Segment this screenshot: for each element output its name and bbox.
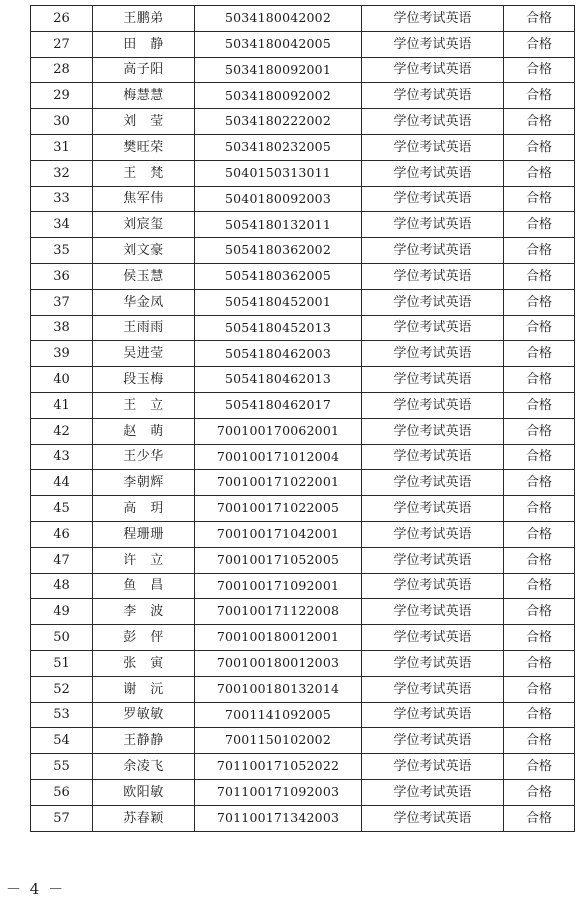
exam-subject-cell: 学位考试英语 bbox=[362, 547, 504, 573]
exam-subject-cell: 学位考试英语 bbox=[362, 676, 504, 702]
table-row bbox=[31, 341, 575, 367]
results-table bbox=[30, 5, 575, 832]
row-number-cell: 49 bbox=[31, 599, 93, 625]
row-number-cell: 55 bbox=[31, 754, 93, 780]
table-row bbox=[31, 521, 575, 547]
student-name-cell: 程珊珊 bbox=[93, 521, 195, 547]
row-number-cell: 28 bbox=[31, 57, 93, 83]
exam-id-cell: 5040180092003 bbox=[195, 186, 362, 212]
student-name-cell: 田 静 bbox=[93, 31, 195, 57]
student-name-cell: 谢 沅 bbox=[93, 676, 195, 702]
student-name-cell: 王静静 bbox=[93, 728, 195, 754]
exam-subject-cell: 学位考试英语 bbox=[362, 728, 504, 754]
row-number-cell: 50 bbox=[31, 625, 93, 651]
exam-id-cell: 5054180452013 bbox=[195, 315, 362, 341]
exam-id-cell: 701100171052022 bbox=[195, 754, 362, 780]
student-name-cell: 李朝辉 bbox=[93, 470, 195, 496]
student-name-cell: 鱼 昌 bbox=[93, 573, 195, 599]
exam-subject-cell: 学位考试英语 bbox=[362, 779, 504, 805]
exam-id-cell: 700100180132014 bbox=[195, 676, 362, 702]
student-name-cell: 余凌飞 bbox=[93, 754, 195, 780]
row-number-cell: 53 bbox=[31, 702, 93, 728]
exam-result-cell: 合格 bbox=[504, 779, 575, 805]
table-row bbox=[31, 444, 575, 470]
row-number-cell: 57 bbox=[31, 805, 93, 831]
exam-id-cell: 701100171342003 bbox=[195, 805, 362, 831]
exam-result-cell: 合格 bbox=[504, 315, 575, 341]
table-row bbox=[31, 496, 575, 522]
exam-result-cell: 合格 bbox=[504, 599, 575, 625]
table-row bbox=[31, 418, 575, 444]
exam-subject-cell: 学位考试英语 bbox=[362, 315, 504, 341]
exam-subject-cell: 学位考试英语 bbox=[362, 263, 504, 289]
exam-id-cell: 5034180042002 bbox=[195, 6, 362, 32]
table-row bbox=[31, 599, 575, 625]
exam-subject-cell: 学位考试英语 bbox=[362, 186, 504, 212]
table-row bbox=[31, 134, 575, 160]
table-row bbox=[31, 109, 575, 135]
exam-id-cell: 5054180132011 bbox=[195, 212, 362, 238]
exam-subject-cell: 学位考试英语 bbox=[362, 134, 504, 160]
row-number-cell: 27 bbox=[31, 31, 93, 57]
exam-id-cell: 5054180462013 bbox=[195, 367, 362, 393]
student-name-cell: 刘宸玺 bbox=[93, 212, 195, 238]
exam-subject-cell: 学位考试英语 bbox=[362, 650, 504, 676]
table-row bbox=[31, 212, 575, 238]
row-number-cell: 30 bbox=[31, 109, 93, 135]
table-row bbox=[31, 367, 575, 393]
exam-subject-cell: 学位考试英语 bbox=[362, 418, 504, 444]
student-name-cell: 彭 伻 bbox=[93, 625, 195, 651]
exam-subject-cell: 学位考试英语 bbox=[362, 238, 504, 264]
row-number-cell: 48 bbox=[31, 573, 93, 599]
exam-result-cell: 合格 bbox=[504, 109, 575, 135]
table-row bbox=[31, 650, 575, 676]
student-name-cell: 刘 莹 bbox=[93, 109, 195, 135]
exam-id-cell: 5054180452001 bbox=[195, 289, 362, 315]
student-name-cell: 焦军伟 bbox=[93, 186, 195, 212]
student-name-cell: 王 立 bbox=[93, 392, 195, 418]
exam-id-cell: 700100180012001 bbox=[195, 625, 362, 651]
row-number-cell: 32 bbox=[31, 160, 93, 186]
table-row bbox=[31, 31, 575, 57]
exam-id-cell: 5034180232005 bbox=[195, 134, 362, 160]
exam-subject-cell: 学位考试英语 bbox=[362, 754, 504, 780]
student-name-cell: 梅慧慧 bbox=[93, 83, 195, 109]
exam-id-cell: 7001141092005 bbox=[195, 702, 362, 728]
exam-subject-cell: 学位考试英语 bbox=[362, 521, 504, 547]
exam-result-cell: 合格 bbox=[504, 650, 575, 676]
table-row bbox=[31, 83, 575, 109]
student-name-cell: 罗敏敏 bbox=[93, 702, 195, 728]
exam-result-cell: 合格 bbox=[504, 444, 575, 470]
exam-result-cell: 合格 bbox=[504, 573, 575, 599]
exam-result-cell: 合格 bbox=[504, 367, 575, 393]
page-number: － 4 － bbox=[6, 880, 66, 898]
row-number-cell: 47 bbox=[31, 547, 93, 573]
exam-result-cell: 合格 bbox=[504, 57, 575, 83]
student-name-cell: 苏春颖 bbox=[93, 805, 195, 831]
row-number-cell: 52 bbox=[31, 676, 93, 702]
row-number-cell: 56 bbox=[31, 779, 93, 805]
student-name-cell: 张 寅 bbox=[93, 650, 195, 676]
table-row bbox=[31, 676, 575, 702]
exam-subject-cell: 学位考试英语 bbox=[362, 470, 504, 496]
exam-id-cell: 5054180462017 bbox=[195, 392, 362, 418]
exam-subject-cell: 学位考试英语 bbox=[362, 6, 504, 32]
table-row bbox=[31, 57, 575, 83]
student-name-cell: 欧阳敏 bbox=[93, 779, 195, 805]
row-number-cell: 54 bbox=[31, 728, 93, 754]
student-name-cell: 许 立 bbox=[93, 547, 195, 573]
exam-subject-cell: 学位考试英语 bbox=[362, 496, 504, 522]
table-row bbox=[31, 186, 575, 212]
exam-id-cell: 5034180092002 bbox=[195, 83, 362, 109]
exam-result-cell: 合格 bbox=[504, 134, 575, 160]
exam-result-cell: 合格 bbox=[504, 521, 575, 547]
student-name-cell: 高子阳 bbox=[93, 57, 195, 83]
results-table-body bbox=[31, 6, 575, 832]
row-number-cell: 29 bbox=[31, 83, 93, 109]
exam-result-cell: 合格 bbox=[504, 83, 575, 109]
exam-subject-cell: 学位考试英语 bbox=[362, 83, 504, 109]
exam-result-cell: 合格 bbox=[504, 418, 575, 444]
exam-result-cell: 合格 bbox=[504, 160, 575, 186]
row-number-cell: 51 bbox=[31, 650, 93, 676]
exam-subject-cell: 学位考试英语 bbox=[362, 599, 504, 625]
row-number-cell: 34 bbox=[31, 212, 93, 238]
table-row bbox=[31, 315, 575, 341]
exam-subject-cell: 学位考试英语 bbox=[362, 444, 504, 470]
table-row bbox=[31, 289, 575, 315]
exam-id-cell: 5034180092001 bbox=[195, 57, 362, 83]
exam-id-cell: 5054180362002 bbox=[195, 238, 362, 264]
row-number-cell: 36 bbox=[31, 263, 93, 289]
exam-subject-cell: 学位考试英语 bbox=[362, 109, 504, 135]
exam-subject-cell: 学位考试英语 bbox=[362, 573, 504, 599]
table-row bbox=[31, 573, 575, 599]
exam-result-cell: 合格 bbox=[504, 392, 575, 418]
row-number-cell: 44 bbox=[31, 470, 93, 496]
row-number-cell: 33 bbox=[31, 186, 93, 212]
exam-subject-cell: 学位考试英语 bbox=[362, 805, 504, 831]
exam-subject-cell: 学位考试英语 bbox=[362, 367, 504, 393]
table-row bbox=[31, 392, 575, 418]
table-row bbox=[31, 728, 575, 754]
table-row bbox=[31, 470, 575, 496]
row-number-cell: 46 bbox=[31, 521, 93, 547]
exam-id-cell: 700100171122008 bbox=[195, 599, 362, 625]
row-number-cell: 35 bbox=[31, 238, 93, 264]
exam-id-cell: 5054180462003 bbox=[195, 341, 362, 367]
table-row bbox=[31, 805, 575, 831]
exam-result-cell: 合格 bbox=[504, 238, 575, 264]
row-number-cell: 45 bbox=[31, 496, 93, 522]
exam-id-cell: 5034180042005 bbox=[195, 31, 362, 57]
table-row bbox=[31, 625, 575, 651]
exam-id-cell: 7001150102002 bbox=[195, 728, 362, 754]
table-row bbox=[31, 6, 575, 32]
exam-subject-cell: 学位考试英语 bbox=[362, 625, 504, 651]
exam-result-cell: 合格 bbox=[504, 702, 575, 728]
exam-subject-cell: 学位考试英语 bbox=[362, 702, 504, 728]
exam-subject-cell: 学位考试英语 bbox=[362, 31, 504, 57]
student-name-cell: 吴进莹 bbox=[93, 341, 195, 367]
table-row bbox=[31, 779, 575, 805]
table-row bbox=[31, 263, 575, 289]
exam-id-cell: 700100171092001 bbox=[195, 573, 362, 599]
exam-id-cell: 700100171052005 bbox=[195, 547, 362, 573]
exam-result-cell: 合格 bbox=[504, 289, 575, 315]
table-row bbox=[31, 547, 575, 573]
exam-result-cell: 合格 bbox=[504, 754, 575, 780]
table-row bbox=[31, 238, 575, 264]
exam-subject-cell: 学位考试英语 bbox=[362, 212, 504, 238]
student-name-cell: 高 玥 bbox=[93, 496, 195, 522]
row-number-cell: 37 bbox=[31, 289, 93, 315]
exam-result-cell: 合格 bbox=[504, 547, 575, 573]
exam-id-cell: 5034180222002 bbox=[195, 109, 362, 135]
student-name-cell: 王鹏弟 bbox=[93, 6, 195, 32]
row-number-cell: 42 bbox=[31, 418, 93, 444]
student-name-cell: 刘文豪 bbox=[93, 238, 195, 264]
row-number-cell: 38 bbox=[31, 315, 93, 341]
row-number-cell: 26 bbox=[31, 6, 93, 32]
exam-result-cell: 合格 bbox=[504, 728, 575, 754]
exam-id-cell: 700100171022005 bbox=[195, 496, 362, 522]
exam-id-cell: 5054180362005 bbox=[195, 263, 362, 289]
student-name-cell: 王少华 bbox=[93, 444, 195, 470]
row-number-cell: 39 bbox=[31, 341, 93, 367]
student-name-cell: 李 波 bbox=[93, 599, 195, 625]
exam-id-cell: 700100171022001 bbox=[195, 470, 362, 496]
student-name-cell: 王 梵 bbox=[93, 160, 195, 186]
table-row bbox=[31, 160, 575, 186]
exam-result-cell: 合格 bbox=[504, 341, 575, 367]
row-number-cell: 31 bbox=[31, 134, 93, 160]
exam-result-cell: 合格 bbox=[504, 263, 575, 289]
exam-subject-cell: 学位考试英语 bbox=[362, 160, 504, 186]
exam-result-cell: 合格 bbox=[504, 805, 575, 831]
row-number-cell: 41 bbox=[31, 392, 93, 418]
exam-result-cell: 合格 bbox=[504, 470, 575, 496]
exam-result-cell: 合格 bbox=[504, 625, 575, 651]
exam-result-cell: 合格 bbox=[504, 6, 575, 32]
exam-id-cell: 5040150313011 bbox=[195, 160, 362, 186]
student-name-cell: 樊旺荣 bbox=[93, 134, 195, 160]
exam-subject-cell: 学位考试英语 bbox=[362, 341, 504, 367]
student-name-cell: 侯玉慧 bbox=[93, 263, 195, 289]
exam-id-cell: 700100171042001 bbox=[195, 521, 362, 547]
exam-result-cell: 合格 bbox=[504, 31, 575, 57]
exam-result-cell: 合格 bbox=[504, 186, 575, 212]
exam-result-cell: 合格 bbox=[504, 676, 575, 702]
exam-subject-cell: 学位考试英语 bbox=[362, 289, 504, 315]
exam-id-cell: 701100171092003 bbox=[195, 779, 362, 805]
table-row bbox=[31, 754, 575, 780]
exam-subject-cell: 学位考试英语 bbox=[362, 392, 504, 418]
exam-result-cell: 合格 bbox=[504, 212, 575, 238]
row-number-cell: 40 bbox=[31, 367, 93, 393]
exam-id-cell: 700100170062001 bbox=[195, 418, 362, 444]
student-name-cell: 赵 萌 bbox=[93, 418, 195, 444]
student-name-cell: 王雨雨 bbox=[93, 315, 195, 341]
exam-subject-cell: 学位考试英语 bbox=[362, 57, 504, 83]
student-name-cell: 段玉梅 bbox=[93, 367, 195, 393]
exam-id-cell: 700100180012003 bbox=[195, 650, 362, 676]
student-name-cell: 华金凤 bbox=[93, 289, 195, 315]
row-number-cell: 43 bbox=[31, 444, 93, 470]
table-row bbox=[31, 702, 575, 728]
exam-id-cell: 700100171012004 bbox=[195, 444, 362, 470]
exam-result-cell: 合格 bbox=[504, 496, 575, 522]
